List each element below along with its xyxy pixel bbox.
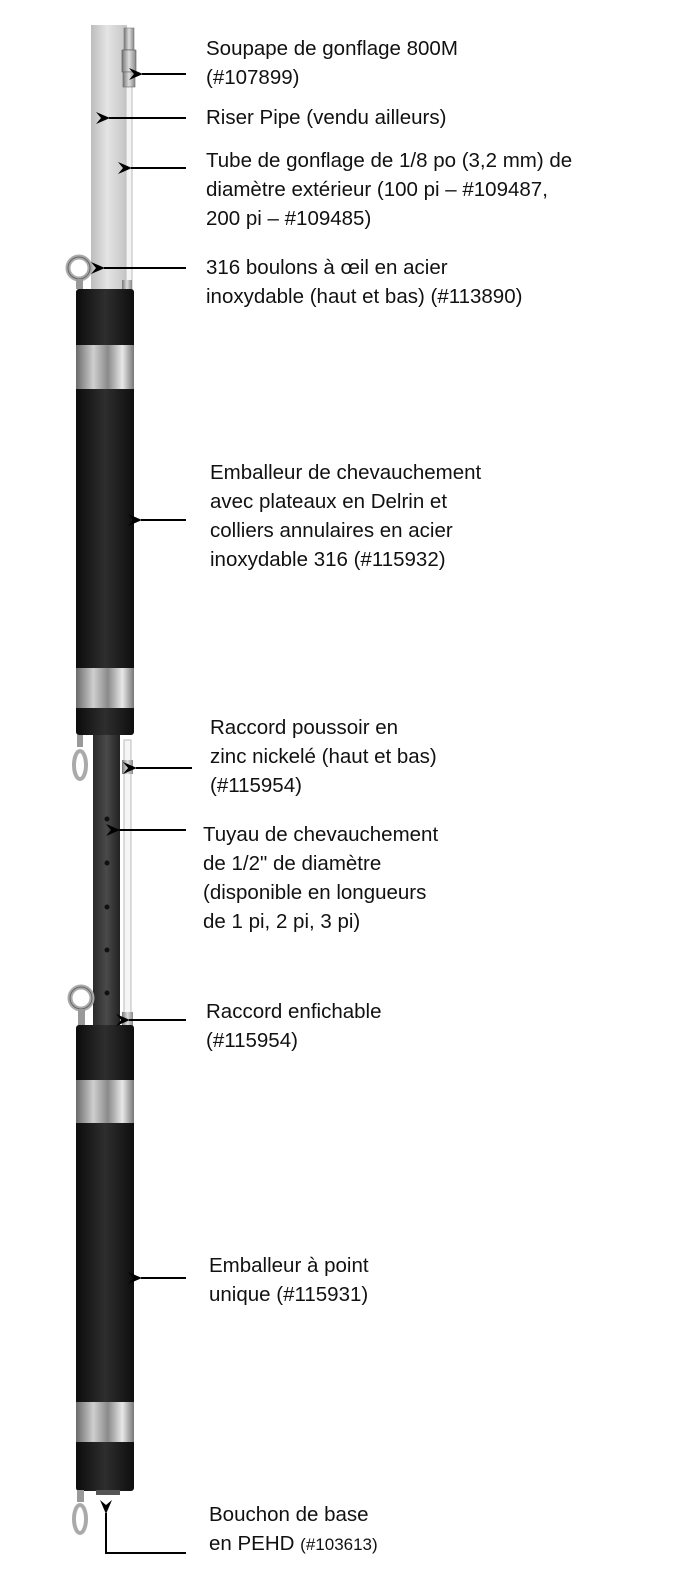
label-text: en PEHD	[209, 1532, 295, 1555]
label-line: de 1 pi, 2 pi, 3 pi)	[203, 910, 361, 933]
label-base-cap	[209, 1500, 378, 1559]
label-line: avec plateaux en Delrin et	[210, 490, 448, 513]
label-line: zinc nickelé (haut et bas)	[210, 745, 437, 768]
eye-bolt-bottom	[74, 1490, 86, 1533]
label-line	[209, 1529, 378, 1559]
hdpe-base-cap	[96, 1490, 120, 1495]
label-line: 316 boulons à œil en acier	[206, 256, 448, 279]
label-line: de 1/2" de diamètre	[203, 852, 382, 875]
label-line: Soupape de gonflage 800M	[206, 37, 458, 60]
label-single-packer	[209, 1251, 369, 1309]
label-line: Riser Pipe (vendu ailleurs)	[206, 106, 447, 129]
inflation-tube-middle	[124, 740, 131, 1025]
label-line: inoxydable (haut et bas) (#113890)	[206, 285, 523, 308]
label-line: Emballeur à point	[209, 1254, 369, 1277]
label-line: inoxydable 316 (#115932)	[210, 548, 446, 571]
label-line: Bouchon de base	[209, 1503, 369, 1526]
single-point-packer	[76, 1025, 134, 1491]
label-riser	[206, 103, 446, 132]
label-line: Raccord poussoir en	[210, 716, 399, 739]
label-line: diamètre extérieur (100 pi – #109487,	[206, 178, 548, 201]
riser-pipe	[91, 25, 127, 291]
label-valve	[206, 34, 458, 92]
label-plug-fitting	[206, 997, 382, 1055]
eye-bolt-middle-top	[70, 987, 92, 1026]
label-eyebolts	[206, 253, 522, 311]
label-line: Tube de gonflage de 1/8 po (3,2 mm) de	[206, 149, 573, 172]
label-part-number: (#103613)	[300, 1535, 378, 1554]
label-line: unique (#115931)	[209, 1283, 369, 1306]
label-line: Tuyau de chevauchement	[203, 823, 439, 846]
label-line: Raccord enfichable	[206, 1000, 382, 1023]
label-overlap-packer	[210, 458, 481, 574]
label-line: (disponible en longueurs	[203, 881, 427, 904]
label-line: (#107899)	[206, 66, 300, 89]
eye-bolt-top	[68, 257, 90, 289]
overlap-pipe	[93, 735, 120, 1027]
label-line: Emballeur de chevauchement	[210, 461, 482, 484]
label-line: (#115954)	[210, 774, 302, 797]
label-line: 200 pi – #109485)	[206, 207, 372, 230]
label-line: colliers annulaires en acier	[210, 519, 453, 542]
label-line: (#115954)	[206, 1029, 298, 1052]
push-fitting-top	[122, 760, 133, 774]
inflation-valve	[122, 28, 136, 87]
label-push-fitting	[210, 713, 437, 800]
label-overlap-pipe	[203, 820, 438, 936]
label-tube	[206, 146, 572, 233]
overlap-packer	[76, 289, 134, 735]
arrow-base-cap	[106, 1513, 186, 1553]
eye-bolt-middle-bottom	[74, 735, 86, 779]
